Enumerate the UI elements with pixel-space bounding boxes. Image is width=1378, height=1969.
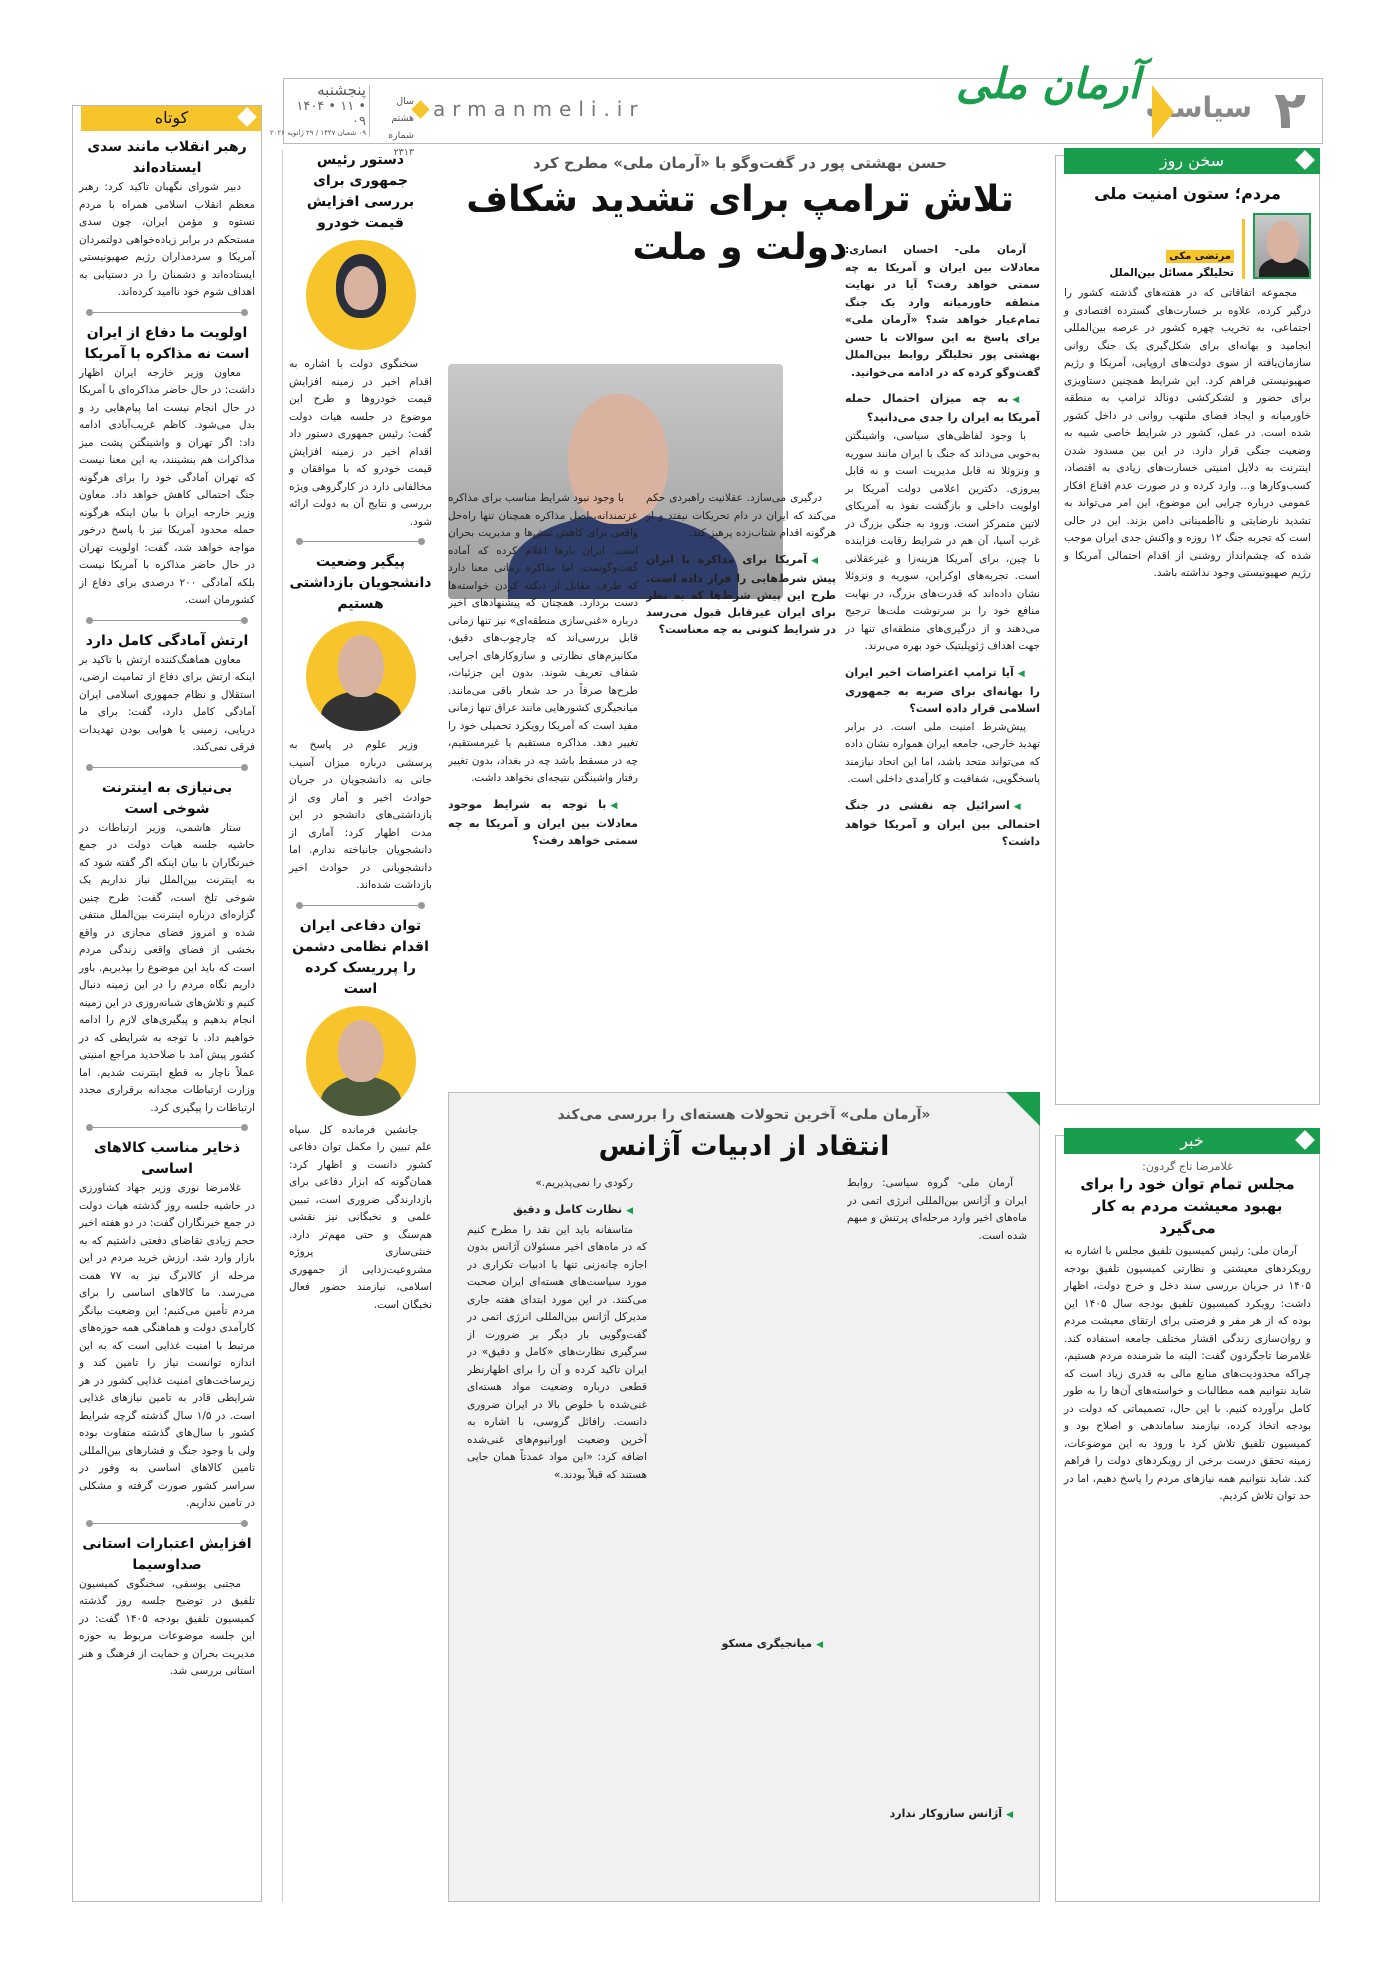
news-item: دستور رئیس جمهوری برای بررسی افزایش قیمت خودرو سخنگوی دولت با اشاره به اقدام اخیر در زمینه افزایش قیمت خودروها و طرح این موضوع در جلسه هیات دولت گفت: رئیس جمهوری دستور داد اقدام اخیر در زمینه افزایش قیمت خودرو که با موافقان و مخالفانی دارد در کارگروهی ویژه بررسی و نتایج آن به دولت ارائه شود. <box>289 152 432 528</box>
newspaper-logo: آرمان ملی <box>955 59 1140 108</box>
brief-item: ذخایر مناسب کالاهای اساسی غلامرضا نوری وزیر جهاد کشاورزی در حاشیه جلسه روز گذشته هیات دولت در جمع خبرنگاران گفت: در دو هفته اخیر حجم زیادی تقاضای دفعتی داشتیم که به بازار وارد شد. ارزش خرید مردم در این مرحله از کالابرگ نیز به ۷۷ همت می‌رسد. ما کالاهای اساسی را برای مردم تأمین می‌کنیم؛ این وضعیت بیانگر کارآمدی دولت و هماهنگی همه حوزه‌های مرتبط با امنیت غذایی است که به این اندازه توانست نیاز را تامین کند و زیرساخت‌های امنیت غذایی کشور در هر شرایطی قادر به تامین نیازهای غذایی است. در ۱/۵ سال گذشته گرچه شرایط کشور با سال‌های گذشته متفاوت بوده ولی با وجود جنگ و فشارهای بین‌المللی تامین کالاهای اساسی به وفور در سراسر کشور صورت گرفته و مشکلی در تامین نداریم. <box>79 1140 255 1509</box>
website-url[interactable]: armanmeli.ir <box>414 97 645 121</box>
page-number: ۲ <box>1274 81 1306 141</box>
news-box: خبر غلامرضا تاج گردون: مجلس تمام توان خود را برای بهبود معیشت مردم به کار می‌گیرد آرمان ملی: رئیس کمیسیون تلفیق مجلس با اشاره به رویکردهای معیشتی و نظارتی کمیسیون تلفیق بودجه ۱۴۰۵ در جریان بررسی سند دخل و خرج دولت، اظهار داشت: رویکرد کمیسیون تلفیق بودجه سال ۱۴۰۵ این بوده که از هر مفر و فرصتی برای ارتقای معیشت مردم و روان‌سازی زندگی اقشار مختلف جامعه استفاده کند. غلامرضا تاجگردون گفت: البته ما شرمنده مردم هستیم، چراکه محدودیت‌های منابع مالی به قدری زیاد است که شاید نتوانیم همه مطالبات و خواسته‌های آن‌ها را به طور کامل برآورده کنیم. با این حال، تصمیماتی که دولت در بودجه اتخاذ کرده، نیازمند ساماندهی و اصلاح بود و کمیسیون تلفیق تلاش کرد با ورود به این موضوعات، زمینه تحقق درست برخی از رویکردهای دولت را فراهم کند. شاید نتوانیم همه نیازهای مردم را پاسخ دهیم، اما در حد توان تلاش کردیم. <box>1055 1135 1320 1902</box>
author-role: تحلیلگر مسائل بین‌الملل <box>1109 267 1234 279</box>
nuclear-column-2: ◀ میانجیگری مسکو <box>657 1175 837 1889</box>
brief-item: اولویت ما دفاع از ایران است نه مذاکره با آمریکا معاون وزیر خارجه ایران اظهار داشت: در حال حاضر مذاکره‌ای با آمریکا در حال انجام نیست اما پیام‌هایی رد و بدل می‌شود. کاظم غریب‌آبادی ادامه داد: اگر تهران و واشینگتن پشت میز مذاکرات هم بنشینند، به این معنا نیست که تهران آمادگی خود را برای هرگونه جنگ احتمالی کاهش خواهد داد. معاون وزیر خارجه ایران با بیان اینکه هرگونه حمله محدود آمریکا نیز با پاسخ درخور مواجه خواهد شد، گفت: اولویت تهران در حال حاضر مذاکره با آمریکا نیست بلکه آمادگی ۲۰۰ درصدی برای دفاع از کشورمان است. <box>79 324 255 606</box>
brief-item: رهبر انقلاب مانند سدی ایستاده‌اند دبیر شورای نگهبان تاکید کرد: رهبر معظم انقلاب اسلامی همراه با مردم نستوه و مؤمن ایران، چون سدی مستحکم در برابر زیاده‌خواهی دولتمردان آمریکا و سردمداران رژیم صهیونیستی ایستاده‌اند و دشمنان را در دستیابی به اهداف شوم خود ناامید کرده‌اند. <box>79 139 255 298</box>
diamond-icon <box>411 100 429 118</box>
editorial-tag: سخن روز <box>1064 148 1320 174</box>
author-name: مرتضی مکی <box>1166 250 1234 263</box>
short-news-column <box>282 150 432 1902</box>
brief-item: افزایش اعتبارات استانی صداوسیما مجتبی یوسفی، سخنگوی کمیسیون تلفیق در توضیح جلسه روز گذشته کمیسیون تلفیق بودجه ۱۴۰۵ گفت: در این جلسه موضوعات مربوط به حوزه مدیریت بحران و حمایت از فرهنگ و هنر استانی بررسی شد. <box>79 1535 255 1677</box>
weekday: پنجشنبه <box>317 81 366 99</box>
nuclear-column-1: آرمان ملی- گروه سیاسی: روابط ایران و آژانس بین‌المللی انرژی اتمی در ماه‌های اخیر وارد مرحله‌ای پرتنش و مبهم شده است. ◀ آژانس سازوکار ندارد <box>847 1175 1027 1889</box>
date-hijri-gregorian: ۰۹ شعبان ۱۴۴۷ / ۲۹ ژانویه ۲۰۲۶ <box>269 129 366 137</box>
brief-item: ارتش آمادگی کامل دارد معاون هماهنگ‌کننده ارتش با تاکید بر اینکه ارتش برای دفاع از تمامیت ارضی، استقلال و نظام جمهوری اسلامی ایران آمادگی کامل دارد، گفت: برای ما دریایی، زمینی یا هوایی بودن تهدیدات فرقی نمی‌کند. <box>79 632 255 753</box>
question-heading: ◀ آیا ترامپ اعتراضات اخیر ایران را بهانه‌ای برای ضربه به جمهوری اسلامی قرار داده است؟ <box>845 664 1040 717</box>
main-article <box>440 150 1040 1070</box>
main-kicker: حسن بهشتی پور در گفت‌وگو با «آرمان ملی» مطرح کرد <box>532 154 948 172</box>
person-photo <box>306 1006 416 1116</box>
main-intro-column: آرمان ملی- احسان انصاری: معادلات بین ایران و آمریکا به چه سمتی خواهد رفت؟ آیا در نهایت منطقه خاورمیانه وارد یک جنگ تمام‌عیار خواهد شد؟ «آرمان ملی» برای پاسخ به این سوالات با حسن بهشتی پور تحلیلگر روابط بین‌الملل گفت‌وگو کرده که در ادامه می‌خوانید. ◀ به چه میزان احتمال حمله آمریکا به ایران را جدی می‌دانید؟ با وجود لفاظی‌های سیاسی، واشینگتن به‌خوبی می‌داند که جنگ با ایران مانند سوریه و ونزوئلا نه قابل مدیریت است و نه قابل پیروزی. دکترین اعلامی دولت آمریکا بر اولویت داخلی و بازگشت نفوذ به آمریکای لاتین متمرکز است. ورود به جنگی بزرگ در غرب آسیا، آن هم در شرایط رقابت فزاینده با چین، برای آمریکا هزینه‌زا و غیرعقلانی است. تجربه‌های اوکراین، سوریه و ونزوئلا نشان داده‌اند که قدرت‌های بزرگ، در نهایت منافع خود را بر سرنوشت ملت‌ها ترجیح می‌دهند و از درگیری‌های منطقه‌ای تنها در جهت اهداف ژئوپلیتیک خود بهره می‌برند. ◀ آیا ترامپ اعتراضات اخیر ایران را بهانه‌ای برای ضربه به جمهوری اسلامی قرار داده است؟ پیش‌شرط امنیت ملی است. در برابر تهدید خارجی، جامعه ایران همواره نشان داده که می‌تواند متحد باشد، اما این اتحاد نیازمند پاسخگویی، شفافیت و کارآمدی داخلی است. ◀ اسرائیل چه نقشی در جنگ احتمالی بین ایران و آمریکا خواهد داشت؟ <box>845 242 1040 1062</box>
editorial-text: مجموعه اتفاقاتی که در هفته‌های گذشته کشور را درگیر کرده، علاوه بر خسارت‌های گسترده اقتصادی و اجتماعی، به تخریب چهره کشور در عرصه بین‌المللی انجامید و بهانه‌ای برای شکل‌گیری یک جنگ روانی سازمان‌یافته از سوی دولت‌های اروپایی، آمریکا و رژیم صهیونیستی فراهم کرد. این شرایط همچنین دستاویزی برای حضور و لشکرکشی دونالد ترامپ به منطقه خاورمیانه و ایجاد فضای ملتهب روانی در داخل کشور شده است. در عمل، کشور در شرایط خاصی شبیه به وضعیت جنگی قرار دارد. در این بین مسدود شدن اینترنت به دلایل امنیتی خسارت‌های زیادی به اقتصاد، کسب‌وکارها و... وارد کرده و در صورت عدم اقناع افکار عمومی درباره چرایی این موضوع، این امر می‌تواند به تشدید نارضایتی و ناآطمینانی دامن بزند. این در حالی است که تجربه جنگ ۱۲ روزه و واکنش جدی ایران موجب شده که چشم‌انداز روشنی از اقدام احتمالی آمریکا و رژیم صهیونیستی وجود نداشته باشد. <box>1064 287 1312 579</box>
nuclear-article <box>448 1092 1040 1902</box>
nuclear-kicker: «آرمان ملی» آخرین تحولات هسته‌ای را بررسی می‌کند <box>557 1107 931 1123</box>
person-photo <box>306 240 416 350</box>
news-headline[interactable]: مجلس تمام توان خود را برای بهبود معیشت مردم به کار می‌گیرد <box>1080 1175 1295 1237</box>
nuclear-headline[interactable]: انتقاد از ادبیات آژانس <box>598 1131 890 1162</box>
editorial-title[interactable]: مردم؛ ستون امنیت ملی <box>1094 184 1281 203</box>
question-heading: ◀ با توجه به شرایط موجود معادلات بین ایران و آمریکا به چه سمتی خواهد رفت؟ <box>448 796 638 849</box>
main-column-2: درگیری می‌سازد. عقلانیت راهبردی حکم می‌کند که ایران در دام تحریکات نیفتد و از هرگونه اقدام شتاب‌زده پرهیز کند. ◀ آمریکا برای مذاکره با ایران پیش شرط‌هایی را قرار داده است. طرح این پیش شرط‌ها که به نظر برای ایران غیرقابل قبول می‌رسد در شرایط کنونی به چه معناست؟ <box>646 490 836 1065</box>
yellow-arrow-icon <box>1152 85 1174 139</box>
section-name: سیاست <box>1145 91 1252 124</box>
date-block <box>269 81 366 137</box>
author-photo <box>1253 213 1311 279</box>
issue-info: سال هشتم شماره ۲۳۱۳ <box>388 96 414 158</box>
question-heading: ◀ به چه میزان احتمال حمله آمریکا به ایران را جدی می‌دانید؟ <box>845 390 1040 426</box>
question-heading: ◀ اسرائیل چه نقشی در جنگ احتمالی بین ایران و آمریکا خواهد داشت؟ <box>845 797 1040 850</box>
news-tag: خبر <box>1064 1128 1320 1154</box>
corner-triangle-icon <box>1006 1092 1040 1126</box>
person-photo <box>306 621 416 731</box>
main-column-3: با وجود نبود شرایط مناسب برای مذاکره عزتمندانه، اصل مذاکره همچنان تنها راه‌حل واقعی برای کاهش تنش‌ها و مدیریت بحران است. ایران بارها اعلام کرده که آماده گفت‌وگوست، اما مذاکره زمانی معنا دارد که طرف مقابل از دیکته کردن خواسته‌ها دست بردارد. همچنان که پیشنهادهای اخیر درباره «غنی‌سازی منطقه‌ای» نیز تنها زمانی قابل بررسی‌اند که چارچوب‌های دقیق، مکانیزم‌های نظارتی و سازوکارهای اجرایی شفاف تعریف شوند. بدون این جزئیات، طرح‌ها صرفاً در حد شعار باقی می‌مانند. میانجیگری کشورهایی مانند عراق تنها زمانی مفید است که آمریکا رویکرد تحمیلی خود را تغییر دهد. مذاکره مستقیم یا غیرمستقیم، چه در مسقط باشد چه در بغداد، بدون تغییر رفتار واشینگتن نتیجه‌ای نخواهد داشت. ◀ با توجه به شرایط موجود معادلات بین ایران و آمریکا به چه سمتی خواهد رفت؟ <box>448 490 638 1065</box>
brief-news-box <box>72 105 262 1902</box>
page-header <box>269 59 1323 158</box>
news-item: توان دفاعی ایران اقدام نظامی دشمن را پرریسک کرده است جانشین فرمانده کل سپاه علم تبیین را مکمل توان دفاعی کشور دانست و اظهار کرد: همان‌گونه که ابزار دفاعی برای بازدارندگی ضروری است، تبیین علمی و نخبگانی نیز نقشی هم‌سنگ و حتی مهم‌تر دارد. خنثی‌سازی پروژه مشروعیت‌زدایی از جمهوری اسلامی، نیازمند حضور فعال نخبگان است. <box>289 917 432 1311</box>
brief-item: بی‌نیازی به اینترنت شوخی است ستار هاشمی، وزیر ارتباطات در حاشیه جلسه هیات دولت در جمع خبرنگاران با بیان اینکه اگر گفته شود که به اینترنت بین‌الملل نیاز نداریم یک شوخی تلخ است، گفت: طرح چنین گزاره‌ای درباره اینترنت بین‌الملل منتفی شده و امروز فضای مجازی در واقع بخشی از فضای واقعی زندگی مردم است که باید این موضوع را بپذیریم. باور داریم نگاه مردم را در این زمینه دنبال کنیم و تلاش‌های شبانه‌روزی در این زمینه انجام بدهیم و پیگیری‌های لازم را ادامه خواهیم داد. با توجه به شرایطی که در کشور پیش آمد با صلاحدید مراجع امنیتی عملاً ناچار به قطع اینترنت شدیم. اما وزارت ارتباطات مجدانه برقراری مجدد ارتباطات را پیگیری کرد. <box>79 779 255 1114</box>
editorial-box <box>1055 151 1320 1105</box>
date-solar: ۱۴۰۴ • ۱۱ • ۰۹ <box>296 99 366 129</box>
nuclear-column-3: رکودی را نمی‌پذیریم.» ◀ نظارت کامل و دقیق متاسفانه باید این نقد را مطرح کنیم که در ماه‌های اخیر مسئولان آژانس بدون اجازه چانه‌زنی تنها با ادبیات تکراری در مورد سیاست‌های هسته‌ای ایران صحبت می‌کنند. در این مورد ابتدای هفته جاری مدیرکل آژانس بین‌المللی انرژی اتمی در گفت‌وگویی بار دیگر بر ضرورت از سرگیری نظارت‌های «کامل و دقیق» در ایران تاکید کرده و آن را برای اظهارنظر قطعی درباره وضعیت مواد هسته‌ای غنی‌شده با خلوص بالا در ایران ضروری دانست. رافائل گروسی، با اشاره به آخرین وضعیت اورانیوم‌های غنی‌شده اضافه کرد: «این مواد عمدتاً همان جایی هستند که قبلاً بودند.» <box>467 1175 647 1889</box>
news-item: پیگیر وضعیت دانشجویان بازداشتی هستیم وزیر علوم در پاسخ به پرسشی درباره میزان آسیب جانی به دانشجویان در جریان حوادث اخیر و آمار وی از بازداشتی‌های دانشجو در این مدت اظهار کرد: آماری از دانشجویان جانباخته ندارم. اما دانشجویانی در حوادث اخیر بازداشت شده‌اند. <box>289 554 432 891</box>
news-text: آرمان ملی: رئیس کمیسیون تلفیق مجلس با اشاره به رویکردهای معیشتی و نظارتی کمیسیون تلفیق بودجه ۱۴۰۵ در جریان بررسی سند دخل و خرج دولت، اظهار داشت: رویکرد کمیسیون تلفیق بودجه سال ۱۴۰۵ این بوده که از هر مفر و فرصتی برای ارتقای معیشت مردم و روان‌سازی زندگی اقشار مختلف جامعه استفاده کند. غلامرضا تاجگردون گفت: البته ما شرمنده مردم هستیم، چراکه محدودیت‌های منابع مالی به قدری زیاد است که شاید نتوانیم همه مطالبات و خواسته‌های آن‌ها را به طور کامل برآورده کنیم. با این حال، تصمیماتی که دولت در بودجه اتخاذ کرده، نیازمند ساماندهی و اصلاح بود و کمیسیون تلفیق تلاش کرد با ورود به این موضوعات، زمینه تحقق درست برخی از رویکردهای دولت را فراهم کند. شاید نتوانیم همه نیازهای مردم را پاسخ دهیم، اما در حد توان تلاش کردیم. <box>1064 1245 1311 1502</box>
question-heading: ◀ آمریکا برای مذاکره با ایران پیش شرط‌هایی را قرار داده است. طرح این پیش شرط‌ها که به نظر برای ایران غیرقابل قبول می‌رسد در شرایط کنونی به چه معناست؟ <box>646 551 836 638</box>
brief-tag: کوتاه <box>81 105 262 131</box>
main-headline[interactable]: تلاش ترامپ برای تشدید شکاف دولت و ملت <box>466 179 1014 268</box>
